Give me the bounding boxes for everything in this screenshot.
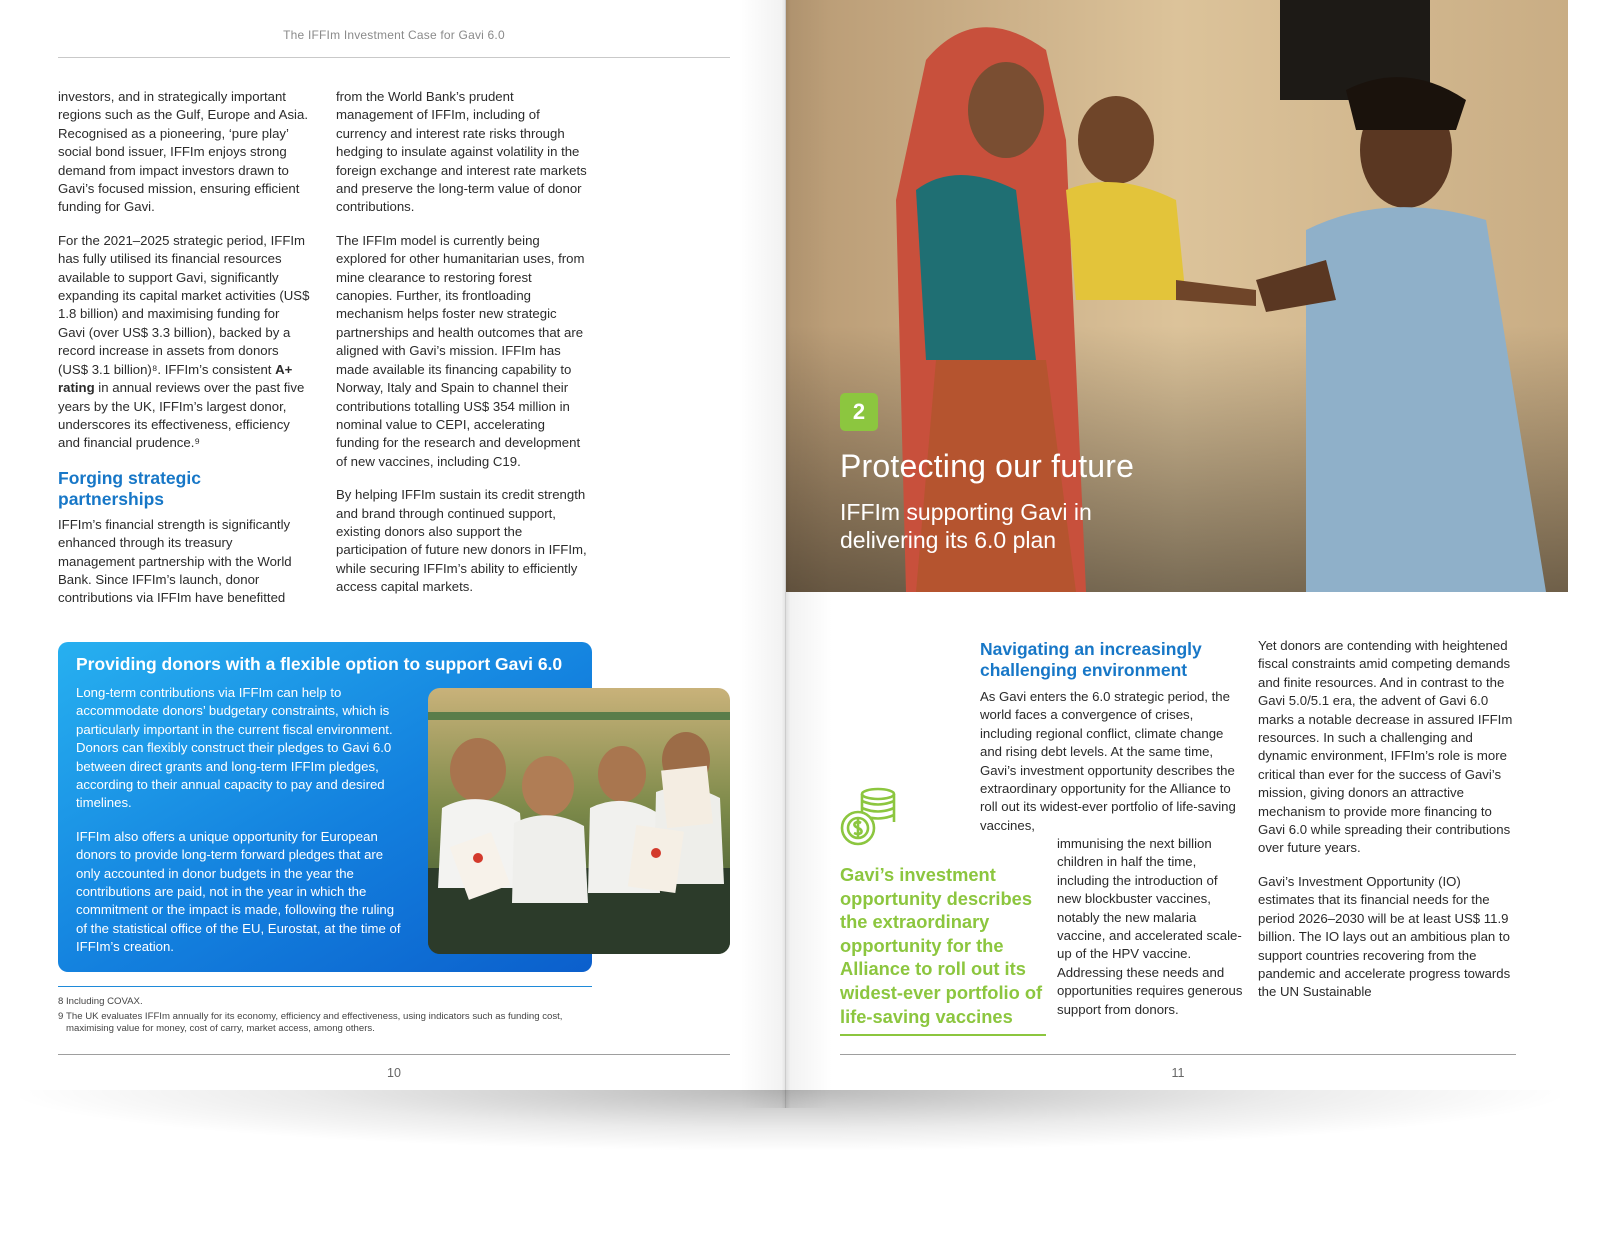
paragraph: immunising the next billion children in half the time, including the introduction of new blockbuster vaccines, notably the new malaria vaccine, and accelerated scale-up of the HPV vaccine. Addressing these needs and opportunities requires generous support from donors.	[1057, 836, 1243, 1017]
footnotes	[58, 996, 598, 1038]
paragraph: Yet donors are contending with heightened fiscal constraints amid competing demands and finite resources. And in contrast to the Gavi 5.0/5.1 era, the advent of Gavi 6.0 marks a notable decrease in assured IFFIm resources. In such a challenging and dynamic environment, IFFIm’s role is more critical than ever for the success of Gavi’s mission, giving donors an attractive mechanism to provide more financing to Gavi 6.0 while spreading their contributions over future years.	[1258, 638, 1513, 856]
chapter-subtitle: IFFIm supporting Gavi in delivering its 6.0 plan	[840, 499, 1092, 553]
paragraph: IFFIm also offers a unique opportunity for European donors to provide long-term forward pledges that are only accounted in donor budgets in the year the contributions are paid, not in the year in which the commitment or the impact is made, following the ruling of the statistical office of the EU, Eurostat, at the time of IFFIm’s creation.	[76, 828, 401, 955]
box-text	[76, 684, 406, 972]
paragraph: IFFIm’s financial strength is significantly enhanced through its treasury management partnership with the World Bank. Since IFFIm’s launch, donor contributions via IFFIm have benefitted	[58, 516, 292, 606]
page-number: 10	[387, 1066, 401, 1080]
drop-shadow	[20, 1090, 1560, 1150]
right-column	[1258, 637, 1520, 1017]
left-column-2	[336, 88, 590, 612]
bottom-rule	[58, 1054, 730, 1055]
running-head: The IFFIm Investment Case for Gavi 6.0	[283, 28, 505, 42]
pull-quote: Gavi’s investment opportunity describes the extraordinary opportunity for the Alliance to roll out its widest-ever portfolio of life-saving vaccines	[840, 864, 1043, 1027]
paragraph: Long-term contributions via IFFIm can help to accommodate donors’ budgetary constraints, which is particularly important in the current fiscal environment. Donors can flexibly construct their pledges to Gavi 6.0 between direct grants and long-term IFFIm pledges, according to their annual capacity to pay and desired timelines.	[76, 685, 393, 811]
chapter-number-badge: 2	[840, 393, 878, 431]
paragraph: investors, and in strategically important regions such as the Gulf, Europe and Asia. Recognised as a pioneering, ‘pure play’ social bond issuer, IFFIm enjoys strong demand from impact investors drawn to Gavi’s focused mission, ensuring efficient funding for Gavi.	[58, 89, 308, 215]
box-title: Providing donors with a flexible option to support Gavi 6.0	[76, 654, 563, 674]
section-heading: Navigating an increasingly challenging environment	[980, 639, 1202, 680]
header-rule	[58, 57, 730, 58]
footnote: 8 Including COVAX.	[58, 996, 143, 1007]
page-number: 11	[1171, 1066, 1185, 1080]
coin-stack-dollar-icon	[838, 784, 902, 848]
paragraph: from the World Bank’s prudent management of IFFIm, including of currency and interest rate risks through hedging to insulate against volatility in the foreign exchange and interest rate markets and preserve the long-term value of donor contributions.	[336, 89, 587, 215]
footnote-rule	[58, 986, 592, 987]
paragraph: As Gavi enters the 6.0 strategic period, the world faces a convergence of crises, including regional conflict, climate change and rising debt levels. At the same time, Gavi’s investment opportunity describes the extraordinary opportunity for the Alliance to roll out its widest-ever portfolio of life-saving vaccines,	[980, 689, 1236, 833]
left-column-1	[58, 88, 310, 623]
right-page	[786, 0, 1568, 1108]
paragraph: For the 2021–2025 strategic period, IFFIm has fully utilised its financial resources available to support Gavi, significantly expanding its capital market activities (US$ 1.8 billion) and maximising funding for Gavi (over US$ 3.3 billion), backed by a record increase in assets from donors (US$ 3.1 billion)⁸. IFFIm’s consistent A+ rating in annual reviews over the past five years by the UK, IFFIm’s largest donor, underscores its effectiveness, efficiency and financial prudence.⁹	[58, 232, 310, 451]
paragraph: The IFFIm model is currently being explored for other humanitarian uses, from mine clearance to restoring forest canopies. Further, its frontloading mechanism helps foster new strategic partnerships and health outcomes that are aligned with Gavi’s mission. IFFIm has made available its financing capability to Norway, Italy and Spain to channel their contributions totalling US$ 354 million in nominal value to CEPI, accelerating funding for the research and development of new vaccines, including C19.	[336, 232, 585, 469]
paragraph: Gavi’s Investment Opportunity (IO) estimates that its financial needs for the period 2026–2030 will be at least US$ 11.9 billion. The IO lays out an ambitious plan to support countries recovering from the pandemic and accelerate progress towards the UN Sustainable	[1258, 873, 1511, 1000]
paragraph: By helping IFFIm sustain its credit strength and brand through continued support, existing donors also support the participation of future new donors in IFFIm, while securing IFFIm’s ability to efficiently access capital markets.	[336, 487, 587, 595]
bottom-rule	[840, 1054, 1516, 1055]
section-heading: Forging strategic partnerships	[58, 467, 201, 509]
footnote: 9 The UK evaluates IFFIm annually for its economy, efficiency and effectiveness, using indicators such as funding cost, maximising value for money, cost of carry, market access, among others.	[58, 1011, 563, 1034]
children-photo	[428, 688, 730, 954]
chapter-title: Protecting our future	[840, 448, 1135, 484]
pull-quote-rule	[840, 1034, 1046, 1036]
left-page	[0, 0, 786, 1108]
